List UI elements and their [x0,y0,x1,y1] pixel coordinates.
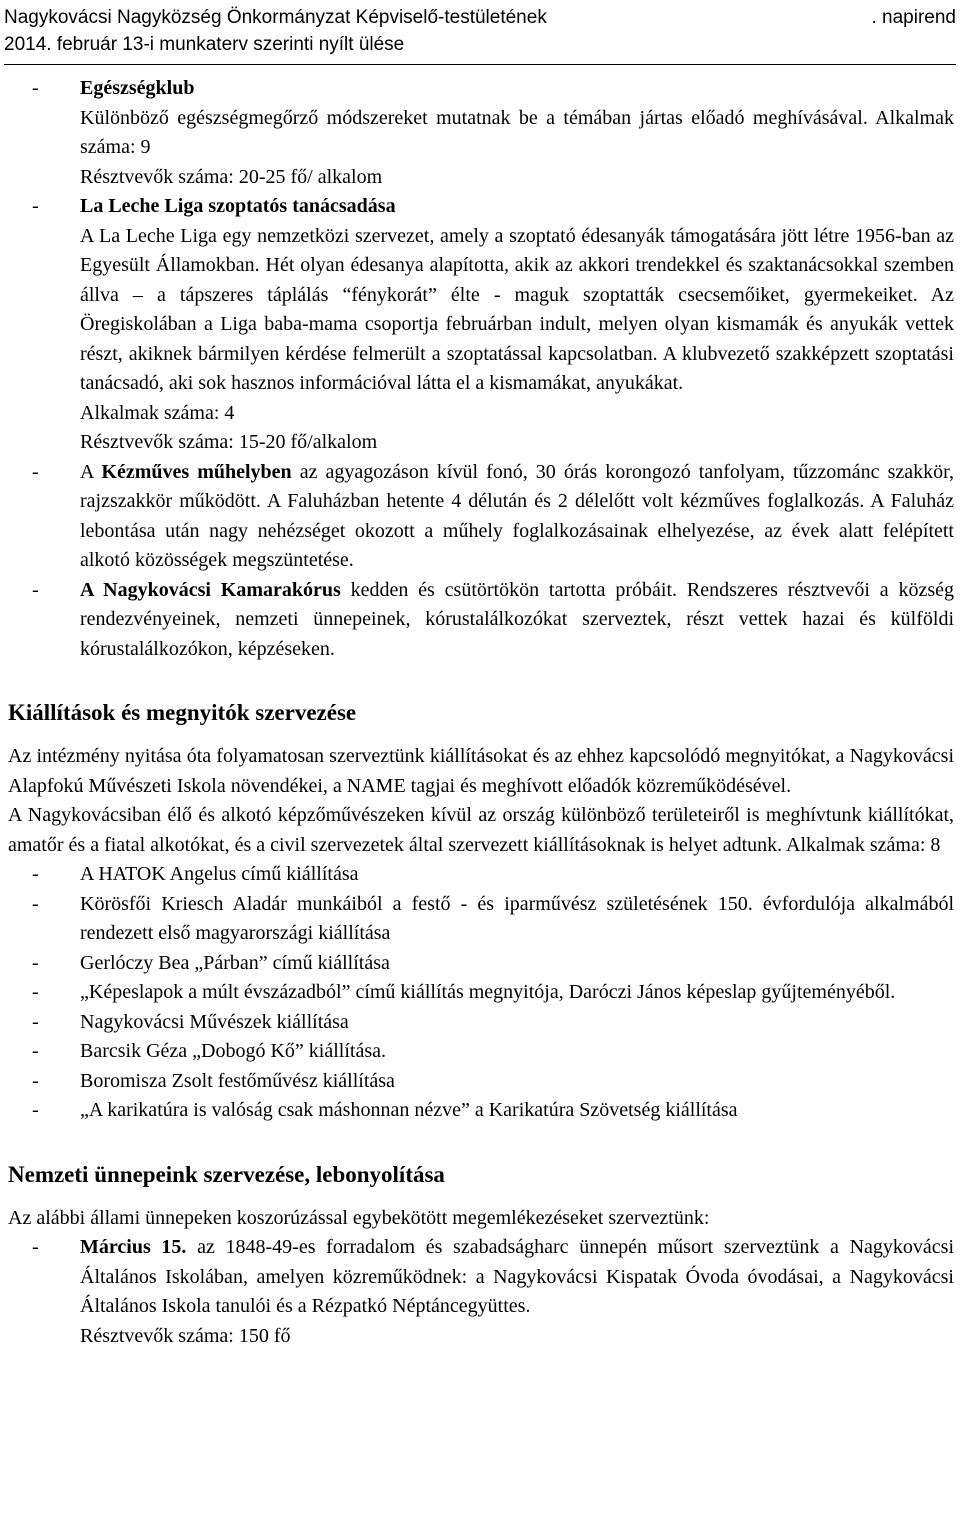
item-title: La Leche Liga szoptatós tanácsadása [80,195,396,217]
exhibition-item [8,1096,954,1126]
exhibition-text: Barcsik Géza „Dobogó Kő” kiállítása. [80,1040,387,1062]
list-dash: - [32,981,39,1003]
exhibition-text: „Képeslapok a múlt évszázadból” című kiállítás megnyitója, Daróczi János képeslap gyűjteményéből. [80,981,896,1003]
list-dash: - [32,1040,39,1062]
exhibition-item [8,860,954,890]
list-dash: - [32,1236,39,1258]
exhibition-text: A HATOK Angelus című kiállítása [80,863,359,885]
exhibition-text: Körösfői Kriesch Aladár munkáiból a festő - és iparművész születésének 150. évfordulója alkalmából rendezett első magyarországi kiállítása [80,892,954,944]
exhibition-item [8,1008,954,1038]
page-header [4,4,956,65]
header-title: Nagykovácsi Nagyközség Önkormányzat Képviselő-testületének [4,7,547,28]
paragraph: Az alábbi állami ünnepeken koszorúzással egybekötött megemlékezéseket szerveztünk: [8,1206,710,1229]
paragraph: Az intézmény nyitása óta folyamatosan szerveztünk kiállításokat és az ehhez kapcsolódó megnyitókat, a Nagykovácsi Alapfokú Művészeti Iskola növendékei, a NAME tagjai és meghívott előadók közreműködésével. [8,745,954,797]
exhibition-item [8,949,954,979]
exhibition-item [8,978,954,1008]
exhibition-text: „A karikatúra is valóság csak máshonnan nézve” a Karikatúra Szövetség kiállítása [80,1099,738,1121]
item-title: Egészségklub [80,77,195,99]
exhibition-text: Nagykovácsi Művészek kiállítása [80,1010,349,1033]
item-count: Alkalmak száma: 4 [80,401,235,424]
section-heading-kiallitasok: Kiállítások és megnyitók szervezése [8,700,357,725]
exhibition-item [8,890,954,949]
header-agenda-item: . napirend [871,7,956,28]
item-body: Különböző egészségmegőrző módszereket mutatnak be a témában jártas előadó meghívásával. Alkalmak száma: 9 [80,106,954,158]
list-dash: - [32,863,39,885]
header-divider [4,64,956,65]
section-heading-nemzeti-unnepek: Nemzeti ünnepeink szervezése, lebonyolítása [8,1161,445,1187]
list-dash: - [32,951,39,974]
list-dash: - [32,1010,39,1033]
header-session: 2014. február 13-i munkaterv szerinti nyílt ülése [4,34,405,55]
item-prefix: A [80,460,102,483]
list-dash: - [32,1099,39,1121]
item-participants: Résztvevők száma: 15-20 fő/alkalom [80,431,378,453]
list-dash: - [32,892,39,915]
item-body: kedden és csütörtökön tartotta próbáit. Rendszeres résztvevői a község rendezvényeinek, nemzeti ünnepeinek, kórustalálkozókat szerveztek, részt vettek hazai és külföldi kórustalálkozókon, képzéseken. [80,578,954,660]
item-body: az 1848-49-es forradalom és szabadságharc ünnepén műsort szerveztünk a Nagykovácsi Általános Iskolában, amelyen közreműködnek: a Nagykovácsi Kispatak Óvoda óvodásai, a Nagykovácsi Általános Iskola tanulói és a Rézpatkó Néptáncegyüttes. [80,1236,955,1317]
exhibition-text: Gerlóczy Bea „Párban” című kiállítása [80,951,390,974]
paragraph: A Nagykovácsiban élő és alkotó képzőművészeken kívül az ország különböző területeiről is meghívtunk kiállítókat, amatőr és a fiatal alkotókat, és a civil szervezetek által szervezett kiállításoknak is helyet adtunk. Alkalmak száma: 8 [8,804,954,856]
item-title: A Nagykovácsi Kamarakórus [80,578,341,601]
main-content [8,74,954,1351]
item-participants: Résztvevők száma: 150 fő [80,1324,291,1347]
item-body: az agyagozáson kívül fonó, 30 órás korongozó tanfolyam, tűzzománc szakkör, rajzszakkör működött. A Faluházban hetente 4 délután és 2 délelőtt volt kézműves foglalkozás. A Faluház lebontása után nagy nehézséget okozott a műhely foglalkozásainak elhelyezése, az évek alatt felépített alkotó közösségek megszüntetése. [80,460,955,571]
item-participants: Résztvevők száma: 20-25 fő/ alkalom [80,165,383,188]
list-dash: - [32,460,39,483]
exhibition-item [8,1067,954,1097]
item-body: A La Leche Liga egy nemzetközi szervezet, amely a szoptató édesanyák támogatására jött létre 1956-ban az Egyesült Államokban. Hét olyan édesanya alapította, akik az akkori trendekkel és szaktanácsokkal szemben állva – a tápszeres táplálás “fénykorát” élte - maguk szoptatták csecsemőiket, gyermekeiket. Az Öregiskolában a Liga baba-mama csoportja februárban indult, melyen olyan kismamák és anyukák vettek részt, akiknek bármilyen kérdése felmerült a szoptatással kapcsolatban. A klubvezető szakképzett szoptatási tanácsadó, aki sok hasznos információval látta el a kismamákat, anyukákat. [80,224,954,394]
list-item-marcius-15 [8,1233,954,1351]
item-title: Kézműves műhelyben [101,460,292,483]
list-dash: - [32,195,39,217]
list-item-kezmuves-muhely [8,458,954,576]
list-item-egeszsegklub [8,74,954,192]
list-item-la-leche-liga [8,192,954,458]
item-title: Március 15. [80,1236,187,1258]
list-dash: - [32,1069,39,1092]
exhibition-item [8,1037,954,1067]
list-dash: - [32,578,39,601]
list-dash: - [32,77,39,99]
exhibition-text: Boromisza Zsolt festőművész kiállítása [80,1069,395,1092]
list-item-kamarakorus [8,576,954,665]
